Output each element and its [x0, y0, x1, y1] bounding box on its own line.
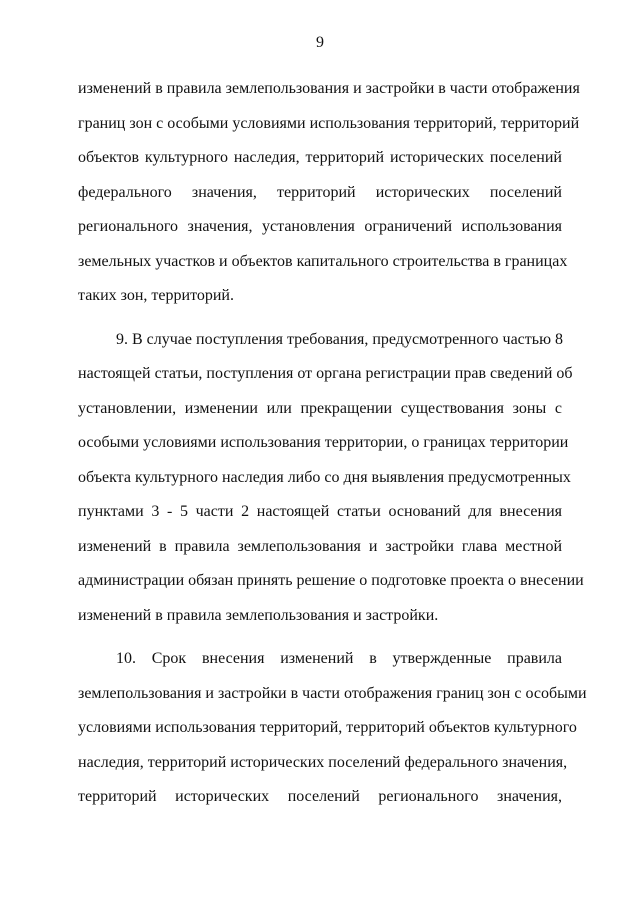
text-line: изменений в правила землепользования и застройки. [78, 606, 439, 624]
paragraph-gap [78, 633, 562, 642]
text-line: таких зон, территорий. [78, 287, 234, 304]
document-body [78, 72, 587, 815]
text-line: федерального значения, территорий исторических поселений [78, 183, 562, 201]
text-line: пунктами 3 - 5 части 2 настоящей статьи оснований для внесения [78, 503, 562, 520]
text-line: особыми условиями использования территории, о границах территории [78, 434, 569, 451]
paragraph-clause-10 [78, 642, 587, 815]
page-number: 9 [316, 34, 324, 51]
text-line: регионального значения, установления ограничений использования [78, 218, 562, 235]
text-line: изменений в правила землепользования и застройки глава местной [78, 537, 562, 555]
text-line: 9. В случае поступления требования, предусмотренного частью 8 [116, 330, 564, 348]
text-line: территорий исторических поселений регионального значения, [78, 788, 562, 805]
text-line: 10. Срок внесения изменений в утвержденные правила [116, 650, 562, 667]
paragraph-clause-9 [78, 323, 584, 634]
text-line: наследия, территорий исторических поселений федерального значения, [78, 753, 568, 771]
paragraph-gap [78, 314, 562, 323]
text-line: настоящей статьи, поступления от органа регистрации прав сведений об [78, 365, 573, 382]
text-line: объекта культурного наследия либо со дня выявления предусмотренных [78, 468, 571, 486]
text-line: объектов культурного наследия, территорий исторических поселений [78, 149, 562, 166]
paragraph-continuation [78, 72, 580, 314]
text-line: земельных участков и объектов капитального строительства в границах [78, 252, 568, 270]
text-line: землепользования и застройки в части отображения границ зон с особыми [78, 684, 587, 702]
text-line: границ зон с особыми условиями использования территорий, территорий [78, 114, 580, 132]
text-line: установлении, изменении или прекращении существования зоны с [78, 399, 562, 417]
text-line: изменений в правила землепользования и застройки в части отображения [78, 80, 580, 97]
text-line: условиями использования территорий, территорий объектов культурного [78, 719, 577, 736]
text-line: администрации обязан принять решение о подготовке проекта о внесении [78, 572, 584, 589]
